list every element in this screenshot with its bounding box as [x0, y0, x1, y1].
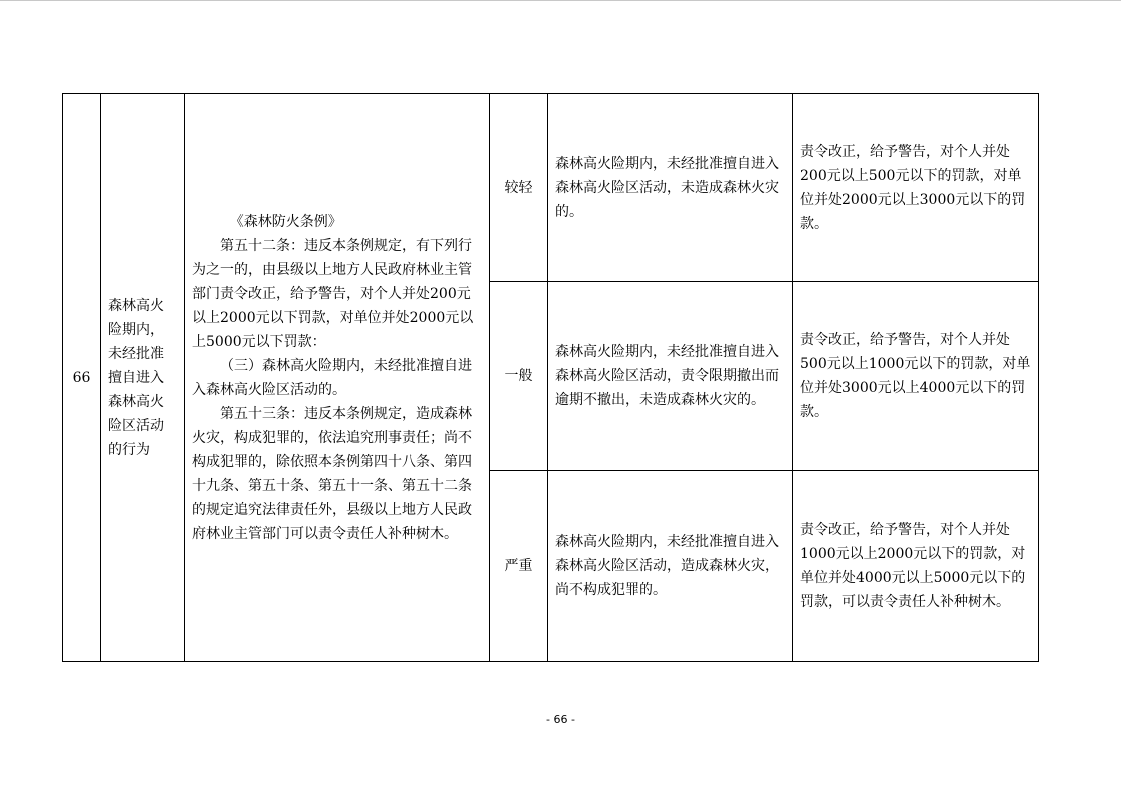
situation-serious: 森林高火险期内，未经批准擅自进入森林高火险区活动，造成森林火灾，尚不构成犯罪的。 [548, 471, 793, 662]
situation-minor: 森林高火险期内，未经批准擅自进入森林高火险区活动，未造成森林火灾的。 [548, 94, 793, 282]
page-number: - 66 - [546, 713, 575, 726]
legal-basis-item-3: （三）森林高火险期内，未经批准擅自进入森林高火险区活动的。 [192, 357, 472, 398]
legal-basis-article-53: 第五十三条：违反本条例规定，造成森林火灾，构成犯罪的，依法追究刑事责任；尚不构成犯罪的，除依照本条例第四十八条、第四十九条、第五十条、第五十一条、第五十二条的规定追究法律责任外，县级以上地方人民政府林业主管部门可以责令责任人补种树木。 [192, 405, 472, 542]
violation-act-cell: 森林高火险期内，未经批准擅自进入森林高火险区活动的行为 [101, 94, 185, 662]
severity-level-general: 一般 [490, 282, 548, 471]
top-border-line [0, 0, 1121, 1]
legal-basis-article-52: 第五十二条：违反本条例规定，有下列行为之一的，由县级以上地方人民政府林业主管部门责令改正，给予警告，对个人并处200元以上2000元以下罚款，对单位并处2000元以上5000元以下罚款： [192, 237, 474, 350]
severity-level-serious: 严重 [490, 471, 548, 662]
penalty-minor: 责令改正，给予警告，对个人并处200元以上500元以下的罚款，对单位并处2000元以上3000元以下的罚款。 [793, 94, 1039, 282]
penalty-general: 责令改正，给予警告，对个人并处500元以上1000元以下的罚款，对单位并处3000元以上4000元以下的罚款。 [793, 282, 1039, 471]
severity-level-minor: 较轻 [490, 94, 548, 282]
penalty-serious: 责令改正，给予警告，对个人并处1000元以上2000元以下的罚款，对单位并处4000元以上5000元以下的罚款，可以责令责任人补种树木。 [793, 471, 1039, 662]
row-number-cell: 66 [63, 94, 101, 662]
penalty-standard-table [62, 93, 1039, 662]
situation-general: 森林高火险期内，未经批准擅自进入森林高火险区活动，责令限期撤出而逾期不撤出，未造成森林火灾的。 [548, 282, 793, 471]
legal-basis-title: 《森林防火条例》 [229, 213, 342, 230]
table-row-level-minor [63, 94, 1039, 282]
legal-basis-cell [185, 94, 490, 662]
